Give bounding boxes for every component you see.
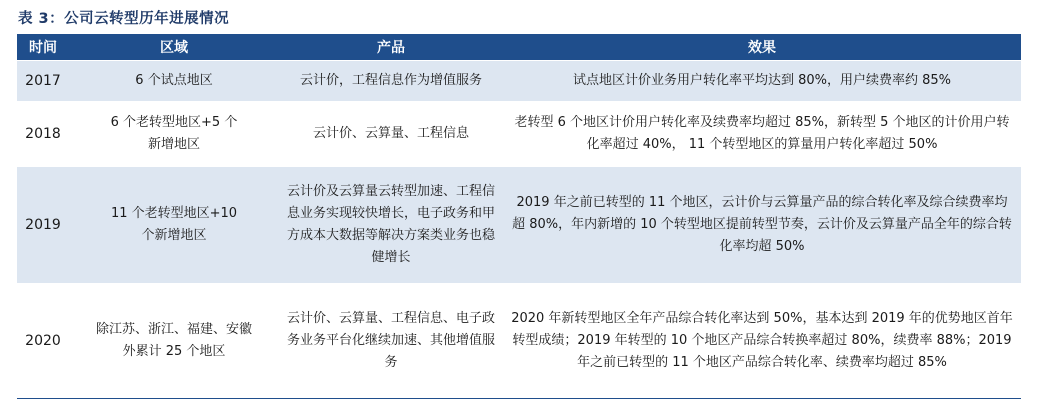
cell-year: 2020 [17,284,69,399]
cell-product: 云计价、云算量、工程信息 [279,102,503,167]
cell-effect: 2020 年新转型地区全年产品综合转化率达到 50%，基本达到 2019 年的优势地区首年转型成绩；2019 年转型的 10 个地区产品综合转换率超过 80%，续费率 88%；2019 年之前已转型的 11 个地区产品综合转化率、续费率均超过 85% [503,284,1021,399]
header-effect: 效果 [503,34,1021,61]
table-row [17,284,1021,399]
cell-year: 2019 [17,167,69,284]
cell-region: 6 个试点地区 [69,61,279,102]
table-title: 表 3：公司云转型历年进展情况 [18,11,230,27]
table-row [17,102,1021,167]
cell-region: 6 个老转型地区+5 个新增地区 [69,102,279,167]
header-row [17,34,1021,61]
header-time: 时间 [17,34,69,61]
cell-effect: 试点地区计价业务用户转化率平均达到 80%，用户续费率约 85% [503,61,1021,102]
cell-product: 云计价及云算量云转型加速、工程信息业务实现较快增长，电子政务和甲方成本大数据等解决方案类业务也稳健增长 [279,167,503,284]
table-body [17,61,1021,399]
cell-region: 除江苏、浙江、福建、安徽外累计 25 个地区 [69,284,279,399]
cell-effect: 2019 年之前已转型的 11 个地区，云计价与云算量产品的综合转化率及综合续费率均超 80%，年内新增的 10 个转型地区提前转型节奏，云计价及云算量产品全年的综合转化率均超 50% [503,167,1021,284]
progress-table-container [17,34,1021,399]
cell-year: 2017 [17,61,69,102]
cell-region: 11 个老转型地区+10 个新增地区 [69,167,279,284]
cell-year: 2018 [17,102,69,167]
table-row [17,167,1021,284]
cell-effect: 老转型 6 个地区计价用户转化率及续费率均超过 85%，新转型 5 个地区的计价用户转化率超过 40%， 11 个转型地区的算量用户转化率超过 50% [503,102,1021,167]
cell-product: 云计价、云算量、工程信息、电子政务业务平台化继续加速、其他增值服务 [279,284,503,399]
progress-table [17,34,1021,399]
cell-product: 云计价，工程信息作为增值服务 [279,61,503,102]
table-row [17,61,1021,102]
header-region: 区域 [69,34,279,61]
header-product: 产品 [279,34,503,61]
table-header [17,34,1021,61]
